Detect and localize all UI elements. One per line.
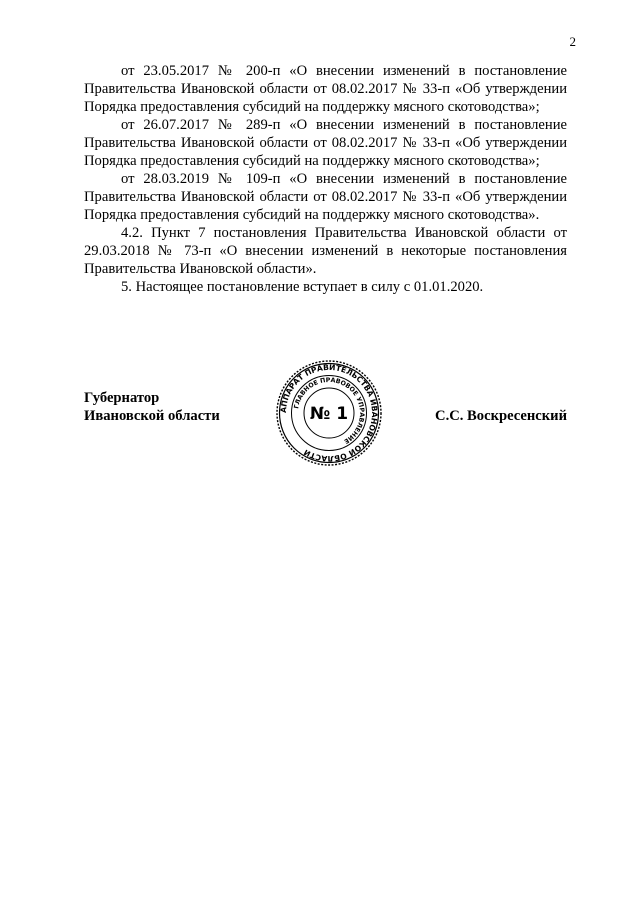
seal-graphic [274,358,384,468]
document-body [84,62,567,296]
clause-4-2: 4.2. Пункт 7 постановления Правительства Ивановской области от 29.03.2018 № 73-п «О внесении изменений в некоторые постановления Правительства Ивановской области». [84,225,567,277]
list-item: от 28.03.2019 № 109-п «О внесении изменений в постановление Правительства Ивановской области от 08.02.2017 № 33-п «Об утверждении Порядка предоставления субсидий на поддержку мясного скотоводства». [84,171,567,223]
signatory-name: С.С. Воскресенский [435,408,567,424]
signatory-title: Губернатор [84,390,160,406]
signatory-position [84,389,220,425]
official-seal [274,358,384,468]
clause-5: 5. Настоящее постановление вступает в силу с 01.01.2020. [121,279,484,295]
list-item: от 23.05.2017 № 200-п «О внесении изменений в постановление Правительства Ивановской области от 08.02.2017 № 33-п «Об утверждении Порядка предоставления субсидий на поддержку мясного скотоводства»; [84,63,567,115]
seal-number: № 1 [309,404,349,424]
signature-block [84,358,567,468]
list-item: от 26.07.2017 № 289-п «О внесении изменений в постановление Правительства Ивановской области от 08.02.2017 № 33-п «Об утверждении Порядка предоставления субсидий на поддержку мясного скотоводства»; [84,117,567,169]
signatory-region: Ивановской области [84,408,220,424]
seal-inner-text: ГЛАВНОЕ ПРАВОВОЕ УПРАВЛЕНИЕ [293,376,366,445]
seal-ring-text: АППАРАТ ПРАВИТЕЛЬСТВА ИВАНОВСКОЙ ОБЛАСТИ [278,362,380,464]
page-number: 2 [569,34,576,49]
